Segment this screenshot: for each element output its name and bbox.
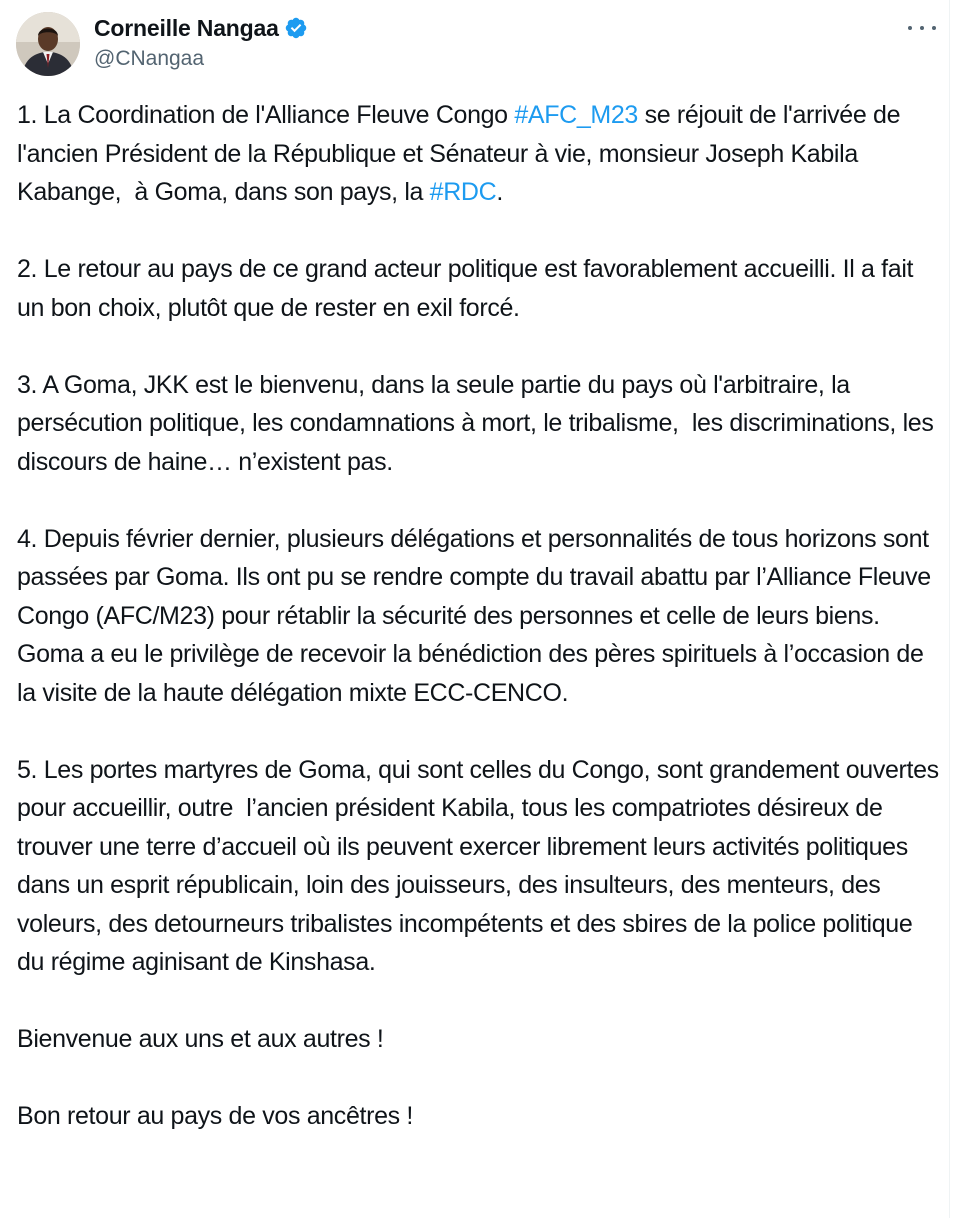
more-dot — [932, 26, 936, 30]
tweet-header — [16, 12, 936, 78]
more-dot — [920, 26, 924, 30]
tweet-paragraph-3: 3. A Goma, JKK est le bienvenu, dans la seule partie du pays où l'arbitraire, la persécution politique, les condamnations à mort, le tribalisme, les discriminations, les discours de haine… n’existent pas. — [17, 370, 941, 476]
tweet-paragraph-4: 4. Depuis février dernier, plusieurs délégations et personnalités de tous horizons sont passées par Goma. Ils ont pu se rendre compte du travail abattu par l’Alliance Fleuve Congo (AFC/M23) pour rétablir la sécurité des personnes et celle de leurs biens. Goma a eu le privilège de recevoir la bénédiction des pères spirituels à l’occasion de la visite de la haute délégation mixte ECC-CENCO. — [17, 524, 938, 707]
paragraph-text: se réjouit de l'arrivée de l'ancien Président de la République et Sénateur à vie, monsieur Joseph Kabila Kabange, à Goma, dans son pays, la — [17, 101, 907, 206]
hashtag-link[interactable]: #AFC_M23 — [514, 101, 638, 129]
hashtag-link[interactable]: #RDC — [429, 178, 497, 206]
author-names — [94, 14, 308, 71]
display-name[interactable]: Corneille Nangaa — [94, 14, 279, 41]
tweet-paragraph-1 — [17, 96, 942, 212]
tweet-paragraph-5: 5. Les portes martyres de Goma, qui sont celles du Congo, sont grandement ouvertes pour accueillir, outre l’ancien président Kabila, tous les compatriotes désireux de trouver une terre d’accueil où ils peuvent exercer librement leurs activités politiques dans un esprit républicain, loin des jouisseurs, des insulteurs, des menteurs, des voleurs, des detourneurs tribalistes incompétents et des sbires de la police politique du régime aginisant de Kinshasa. — [17, 755, 946, 976]
paragraph-text: 1. La Coordination de l'Alliance Fleuve Congo — [17, 101, 515, 129]
tweet-text — [17, 96, 946, 1174]
verified-badge-icon[interactable] — [284, 16, 308, 40]
author-handle[interactable]: @CNangaa — [94, 47, 205, 70]
paragraph-text: . — [496, 178, 503, 206]
profile-photo-icon — [16, 12, 80, 76]
more-options-icon[interactable] — [908, 18, 936, 38]
tweet-paragraph-7: Bon retour au pays de vos ancêtres ! — [17, 1102, 413, 1130]
more-dot — [908, 26, 912, 30]
tweet-paragraph-6: Bienvenue aux uns et aux autres ! — [17, 1025, 384, 1053]
tweet-paragraph-2: 2. Le retour au pays de ce grand acteur politique est favorablement accueilli. Il a fait un bon choix, plutôt que de rester en exil forcé. — [17, 255, 920, 322]
display-name-row — [94, 14, 308, 42]
avatar[interactable] — [16, 12, 80, 76]
